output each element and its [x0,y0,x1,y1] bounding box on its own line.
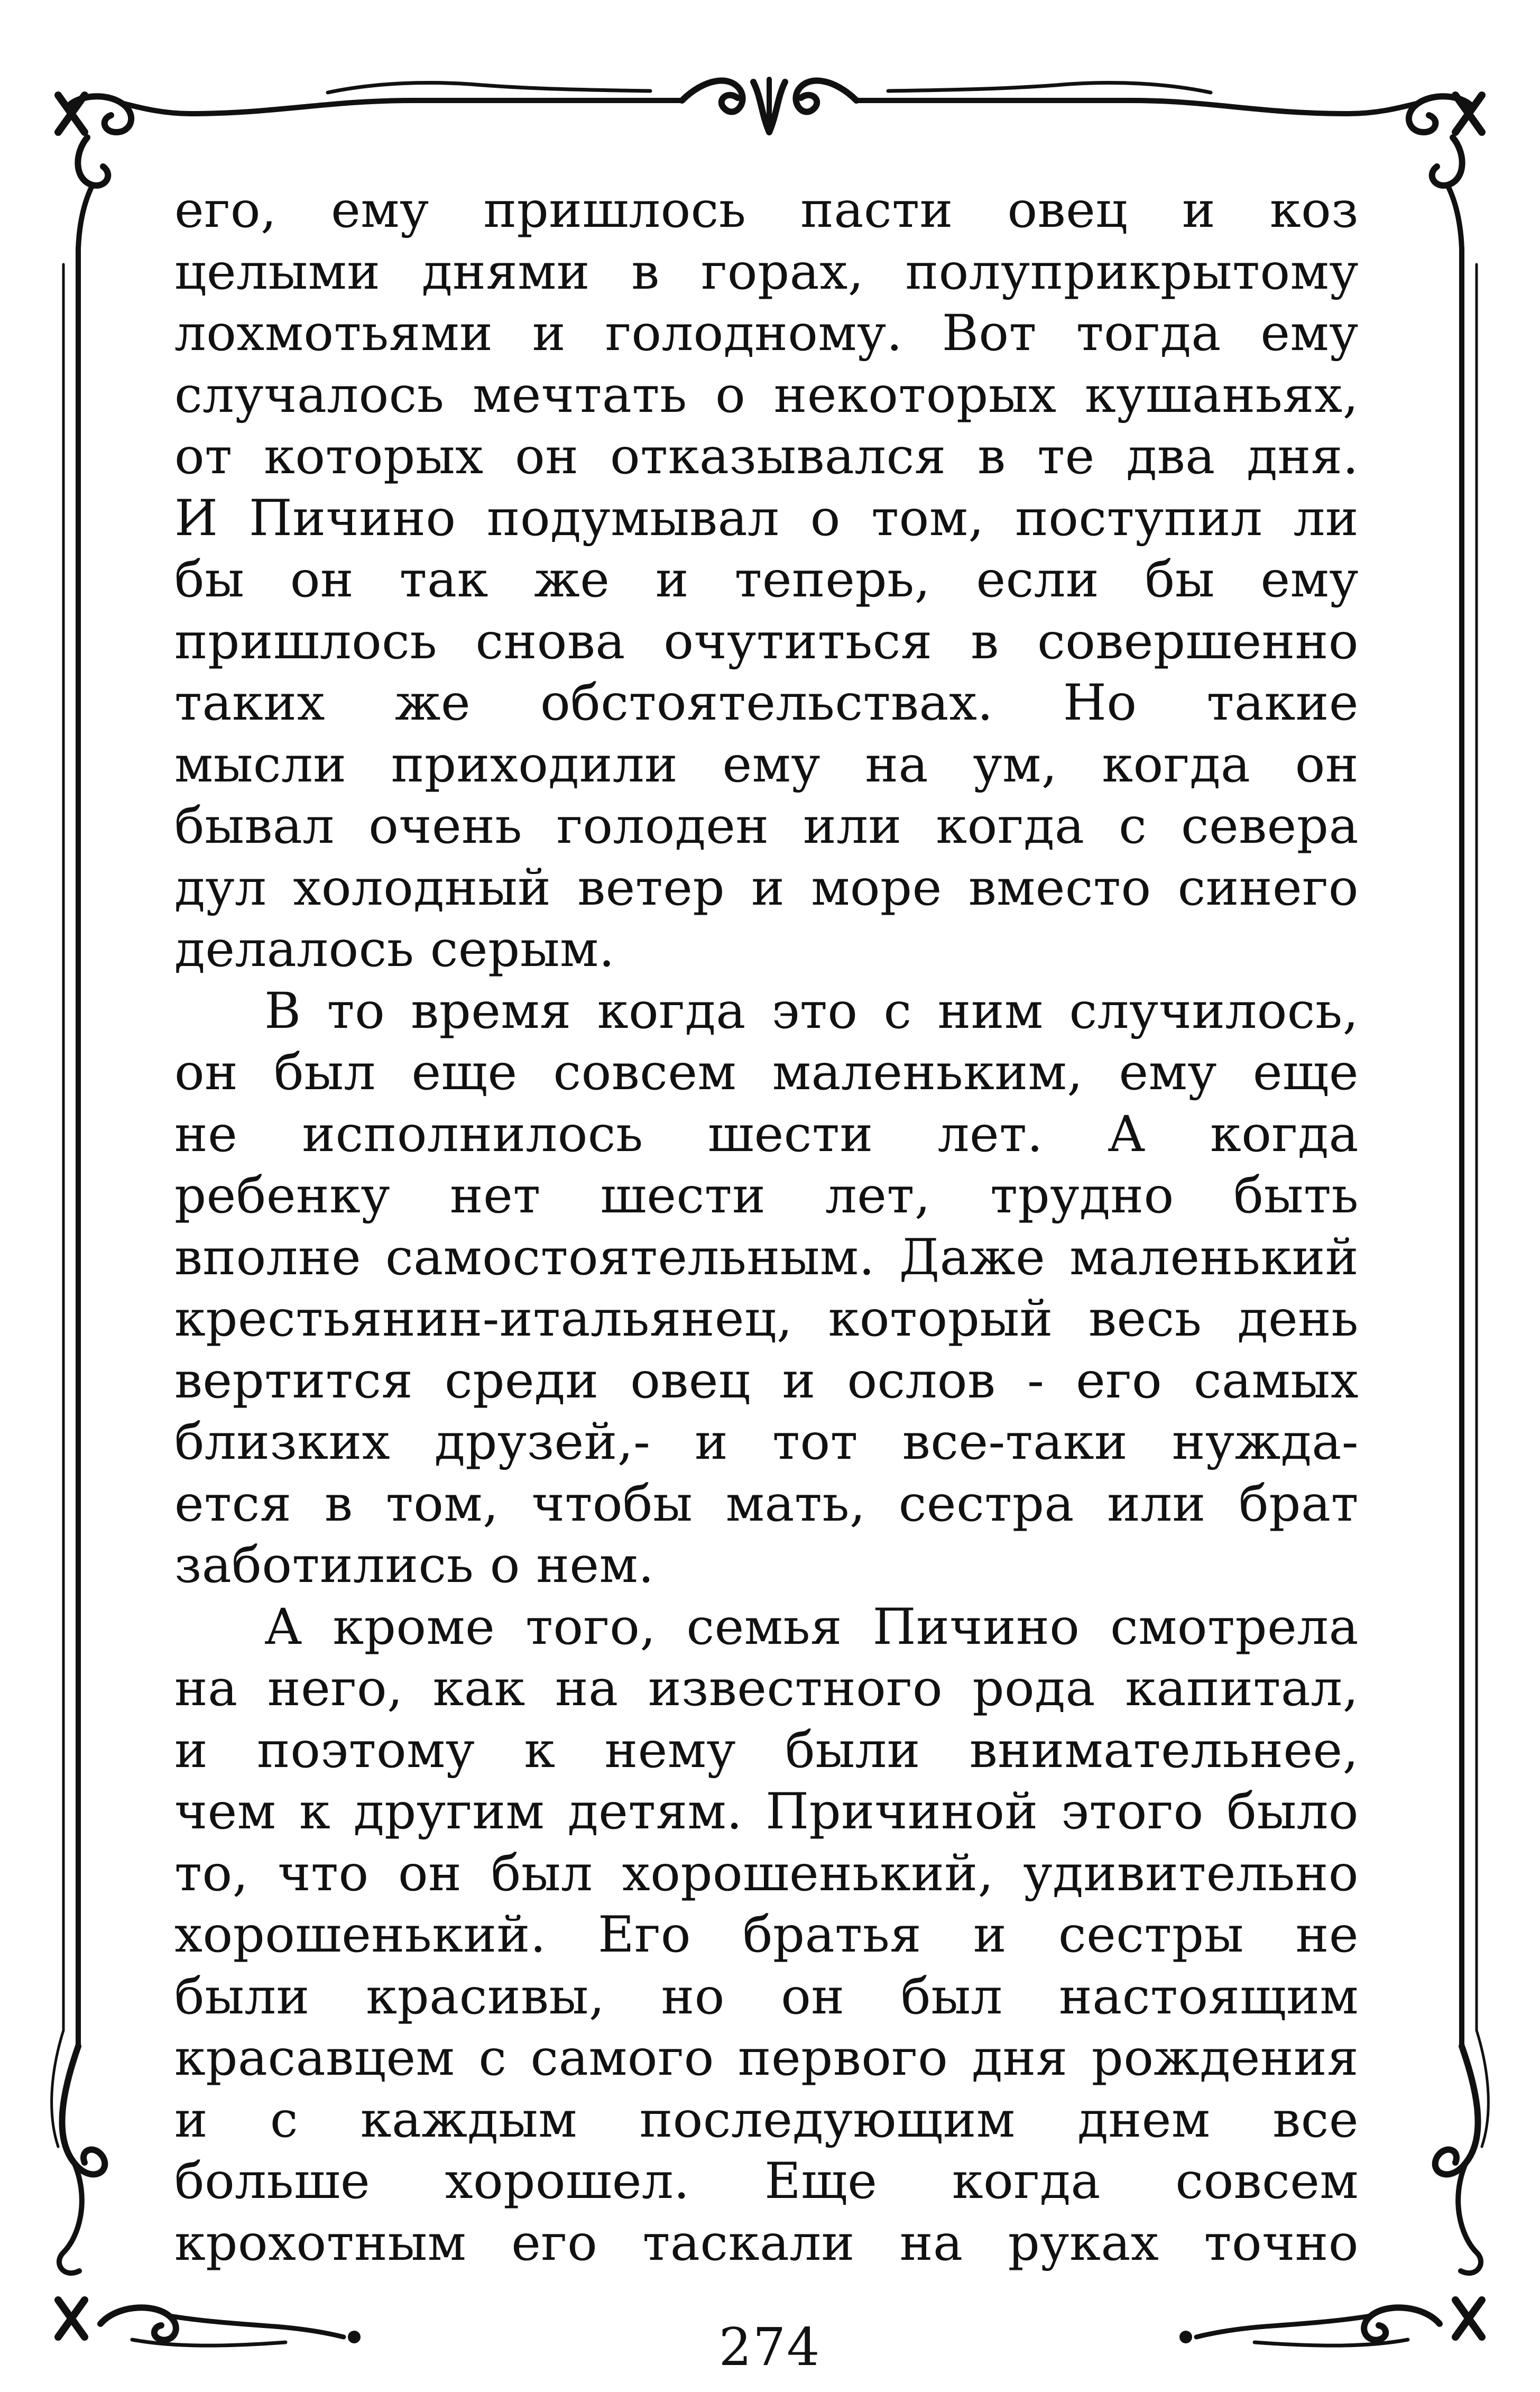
page-number: 274 [718,2317,821,2378]
top-border-right [856,100,1348,114]
text-line: лохмотьями и голодному. Вот тогда ему [174,305,1359,362]
text-line: не исполнилось шести лет. А когда [174,1105,1359,1163]
text-line: пришлось снова очутиться в совершенно [174,612,1359,670]
text-line: близких друзей,- и тот все-таки нужда- [174,1413,1359,1471]
text-line: чем к другим детям. Причиной этого было [174,1783,1359,1841]
text-line: вертится среди овец и ослов - его самых [174,1351,1359,1410]
text-line: на него, как на известного рода капитал, [174,1660,1359,1717]
text-line: больше хорошел. Еще когда совсем [174,2152,1359,2210]
text-line: ется в том, чтобы мать, сестра или брат [174,1475,1359,1533]
text-line: красавцем с самого первого дня рождения [174,2029,1359,2087]
text-line: его, ему пришлось пасти овец и коз [174,181,1359,239]
paragraph [174,1597,1359,2275]
text-line: от которых он отказывался в те два дня. [174,428,1359,485]
text-line: хорошенький. Его братья и сестры не [174,1906,1359,1964]
text-line: вполне самостоятельным. Даже маленький [174,1228,1359,1286]
left-lower-scroll [62,2046,105,2174]
right-lower-scroll [1435,2046,1478,2174]
text-line: были красивы, но он был настоящим [174,1967,1359,2026]
text-line: В то время когда это с ним случилось, [264,982,1359,1040]
body-text [174,180,1359,2272]
text-line: бы он так же и теперь, если бы ему [174,551,1359,609]
text-line: А кроме того, семья Пичино смотрела [264,1598,1359,1656]
text-line: делалось серым. [174,921,615,978]
top-center-flourish [682,81,743,112]
text-line: таких же обстоятельствах. Но такие [174,674,1359,732]
text-line: он был еще совсем маленьким, ему еще [174,1044,1359,1101]
text-line: бывал очень голоден или когда с севера [174,797,1359,855]
paragraph [174,180,1359,981]
bottom-right-corner-ornament [1455,2300,1482,2337]
text-line: целыми днями в горах, полуприкрытому [174,243,1359,301]
text-line: то, что он был хорошенький, удивительно [174,1844,1359,1902]
text-line: мысли приходили ему на ум, когда он [174,735,1359,794]
text-line: и поэтому к нему были внимательнее, [174,1721,1359,1779]
text-line: И Пичино подумывал о том, поступил ли [174,489,1359,547]
text-line: крохотным его таскали на руках точно [174,2214,1359,2272]
text-line: и с каждым последующим днем все [174,2091,1359,2149]
text-line: крестьянин-итальянец, который весь день [174,1290,1359,1348]
bottom-left-corner-ornament [58,2300,85,2337]
text-line: ребенку нет шести лет, трудно быть [174,1167,1359,1225]
text-line: дул холодный ветер и море вместо синего [174,859,1359,917]
text-line: заботились о нем. [174,1537,654,1594]
top-border-left [190,100,682,114]
paragraph [174,981,1359,1597]
text-line: случалось мечтать о некоторых кушаньях, [174,366,1359,424]
